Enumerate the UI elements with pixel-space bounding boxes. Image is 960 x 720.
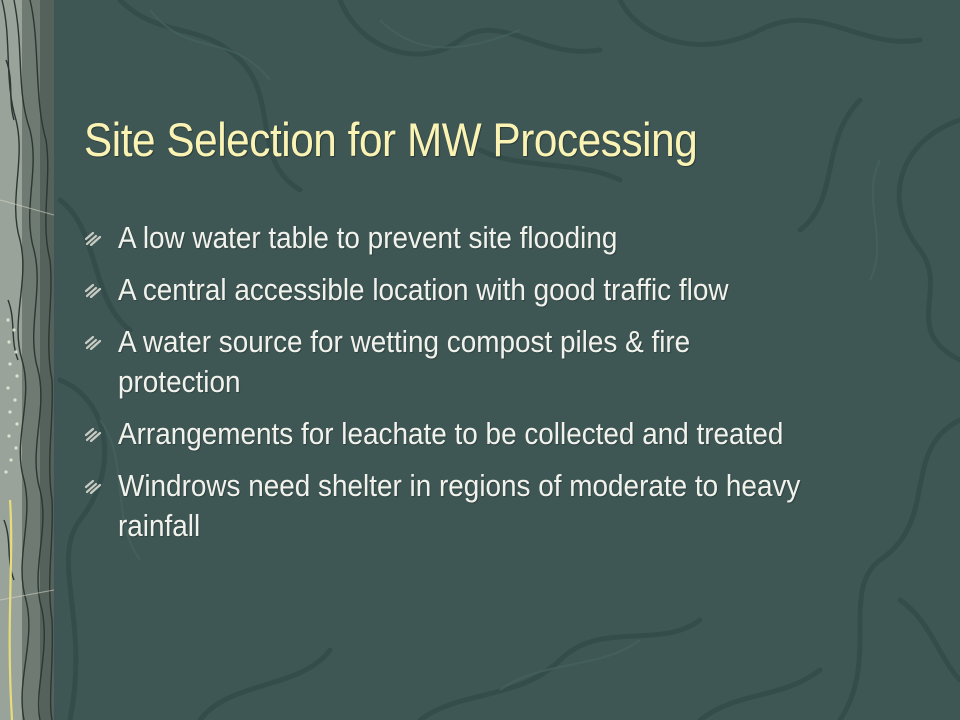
bullet-item — [84, 466, 884, 546]
striped-bullet-icon — [84, 478, 104, 494]
topographic-map-strip — [0, 0, 54, 720]
bullet-item — [84, 270, 884, 310]
bullet-text: A water source for wetting compost piles & fire protection — [118, 324, 691, 399]
striped-bullet-icon — [84, 230, 104, 246]
bullet-text: A central accessible location with good traffic flow — [118, 272, 729, 307]
slide-title: Site Selection for MW Processing — [84, 113, 698, 166]
bullet-item — [84, 218, 884, 258]
bullet-list — [84, 218, 884, 558]
bullet-text: Windrows need shelter in regions of moderate to heavy rainfall — [118, 468, 801, 543]
bullet-item — [84, 414, 884, 454]
striped-bullet-icon — [84, 426, 104, 442]
bullet-text: Arrangements for leachate to be collected and treated — [118, 416, 784, 451]
bullet-item — [84, 322, 884, 402]
striped-bullet-icon — [84, 334, 104, 350]
striped-bullet-icon — [84, 282, 104, 298]
bullet-text: A low water table to prevent site flooding — [118, 220, 618, 255]
